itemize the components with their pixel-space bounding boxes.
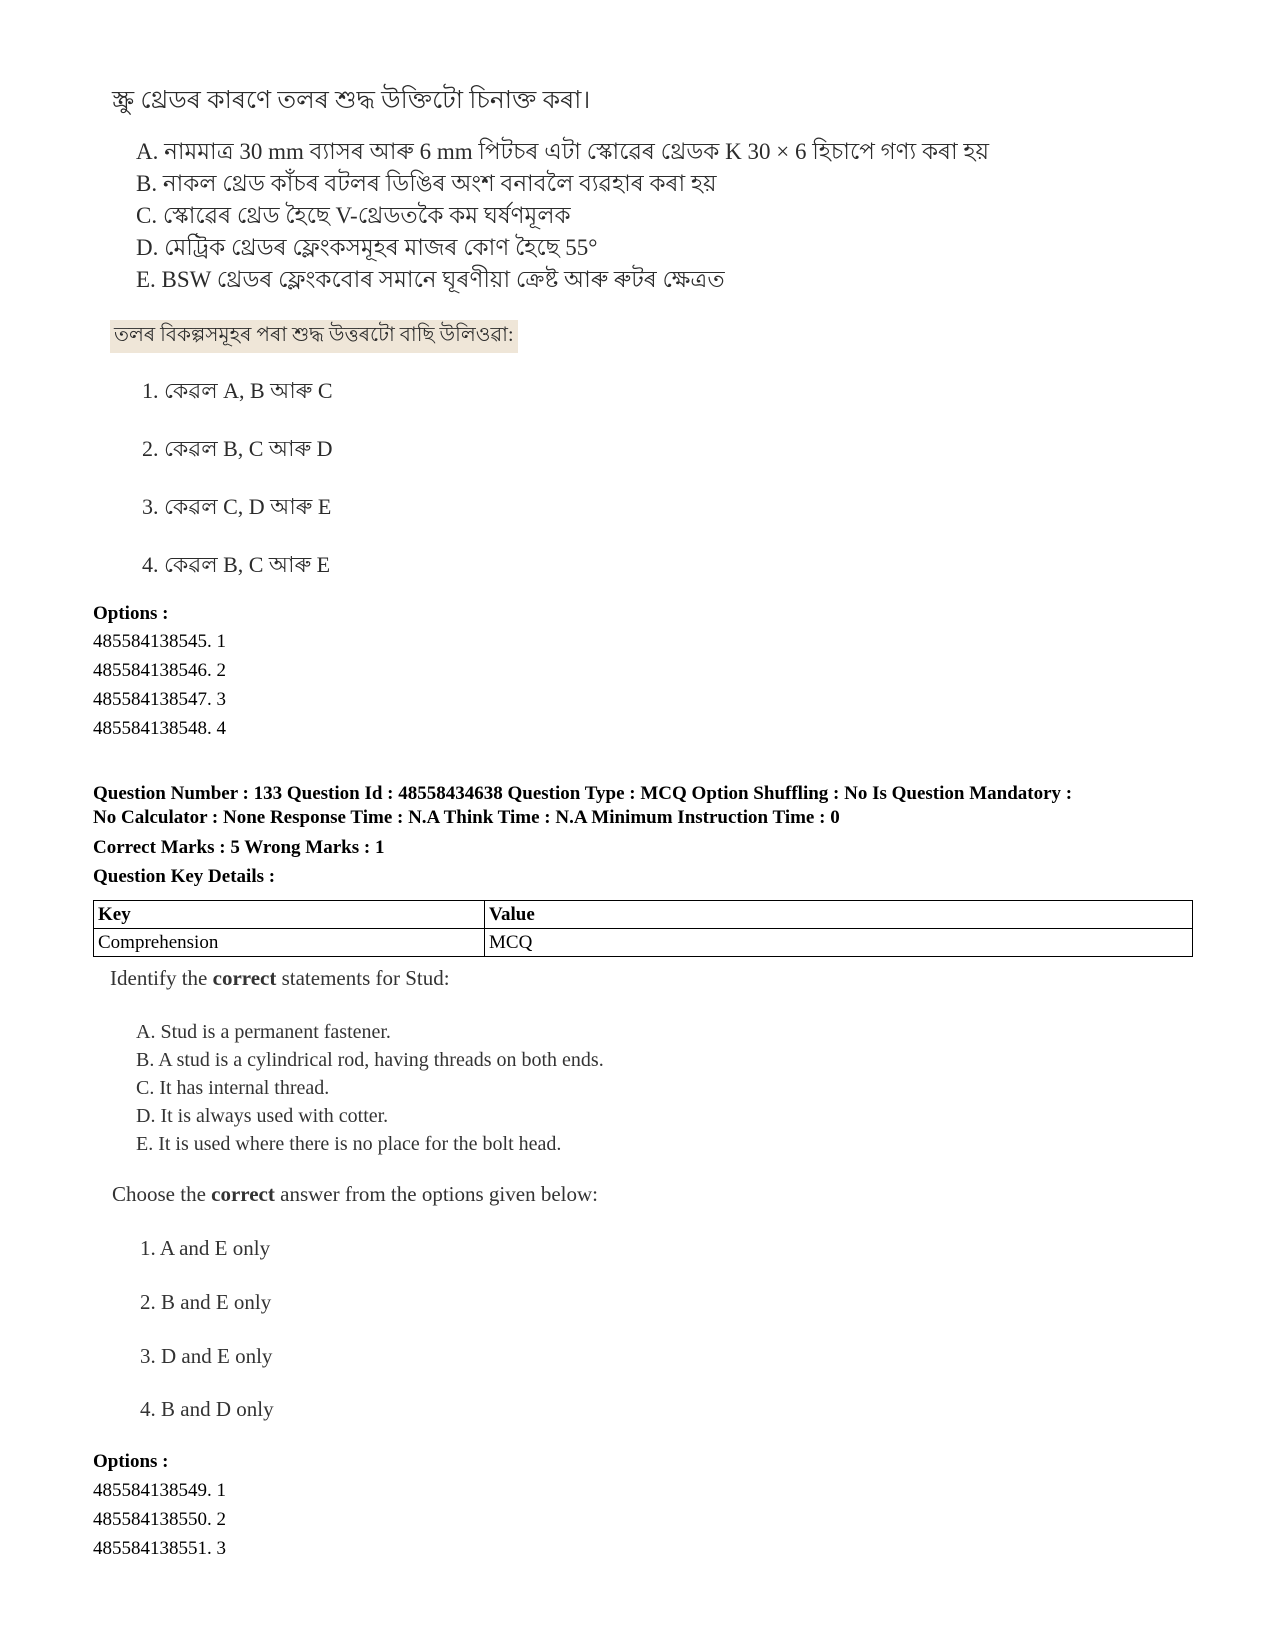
table-header-value: Value [485, 901, 1193, 929]
q1-statement-b: B. নাকল থ্ৰেড কাঁচৰ বটলৰ ডিঙিৰ অংশ বনাবলৈ ব্যৱহাৰ কৰা হয় [136, 171, 717, 196]
q1-statement-e: E. BSW থ্ৰেডৰ ফ্লেংকবোৰ সমানে ঘূৰণীয়া ক্ৰেষ্ট আৰু ৰুটৰ ক্ষেত্ৰত [136, 267, 725, 292]
table-cell-key: Comprehension [94, 929, 485, 957]
q2-options-list [93, 1476, 226, 1563]
q2-statement-e: E. It is used where there is no place for the bolt head. [136, 1133, 562, 1155]
q1-option-4: 485584138548. 4 [93, 718, 226, 739]
q2-meta-line-1: Question Number : 133 Question Id : 48558434638 Question Type : MCQ Option Shuffling : No Is Question Mandatory : [93, 783, 1073, 804]
q2-statement-d: D. It is always used with cotter. [136, 1105, 389, 1127]
q2-statement-b: B. A stud is a cylindrical rod, having threads on both ends. [136, 1049, 604, 1071]
q1-statements [136, 136, 989, 296]
key-details-table [93, 900, 1193, 957]
q2-title [110, 966, 450, 991]
q2-key-details-label: Question Key Details : [93, 866, 276, 887]
q1-option-2: 485584138546. 2 [93, 660, 226, 681]
q2-meta-line-2: No Calculator : None Response Time : N.A Think Time : N.A Minimum Instruction Time : 0 [93, 807, 840, 828]
table-cell-value: MCQ [485, 929, 1193, 957]
q2-choice-3: 3. D and E only [140, 1344, 273, 1368]
q1-option-3: 485584138547. 3 [93, 689, 226, 710]
q1-choose-prompt: তলৰ বিকল্পসমূহৰ পৰা শুদ্ধ উত্তৰটো বাছি উলিওৱা: [110, 320, 518, 353]
q2-statement-c: C. It has internal thread. [136, 1077, 330, 1099]
q1-choice-4: 4. কেৱল B, C আৰু E [142, 552, 331, 577]
table-header-row [94, 901, 1193, 929]
table-row [94, 929, 1193, 957]
q1-title: স্ক্ৰু থ্ৰেডৰ কাৰণে তলৰ শুদ্ধ উক্তিটো চিনাক্ত কৰা। [112, 87, 591, 114]
q2-choose-bold: correct [211, 1182, 275, 1206]
q1-option-1: 485584138545. 1 [93, 631, 226, 652]
q1-options-list [93, 627, 226, 743]
q2-choose-prompt [112, 1182, 598, 1207]
q2-choice-2: 2. B and E only [140, 1290, 272, 1314]
q1-choice-2: 2. কেৱল B, C আৰু D [142, 436, 333, 461]
q2-statement-a: A. Stud is a permanent fastener. [136, 1021, 391, 1043]
table-header-key: Key [94, 901, 485, 929]
q2-option-3: 485584138551. 3 [93, 1538, 226, 1559]
q1-statement-d: D. মেট্ৰিক থ্ৰেডৰ ফ্লেংকসমূহৰ মাজৰ কোণ হৈছে 55° [136, 235, 598, 260]
q2-option-2: 485584138550. 2 [93, 1509, 226, 1530]
q1-choice-1: 1. কেৱল A, B আৰু C [142, 378, 333, 403]
q2-title-bold: correct [212, 966, 277, 990]
q2-choose-post: answer from the options given below: [274, 1182, 598, 1206]
q2-marks: Correct Marks : 5 Wrong Marks : 1 [93, 837, 385, 858]
q2-meta [93, 782, 1072, 830]
q1-options-label: Options : [93, 603, 169, 624]
q2-choose-pre: Choose the [112, 1182, 212, 1206]
q2-title-pre: Identify the [110, 966, 213, 990]
q1-statement-a: A. নামমাত্ৰ 30 mm ব্যাসৰ আৰু 6 mm পিটচৰ এটা স্কোৱেৰ থ্ৰেডক K 30 × 6 হিচাপে গণ্য কৰা হয় [136, 139, 990, 164]
q2-statements [136, 1018, 604, 1158]
q1-statement-c: C. স্কোৱেৰ থ্ৰেড হৈছে V-থ্ৰেডতকৈ কম ঘৰ্ষণমূলক [136, 203, 571, 228]
q2-choice-4: 4. B and D only [140, 1397, 274, 1421]
q2-choice-1: 1. A and E only [140, 1236, 271, 1260]
q2-title-post: statements for Stud: [276, 966, 450, 990]
q2-option-1: 485584138549. 1 [93, 1480, 226, 1501]
q1-choice-3: 3. কেৱল C, D আৰু E [142, 494, 332, 519]
q2-options-label: Options : [93, 1451, 169, 1472]
